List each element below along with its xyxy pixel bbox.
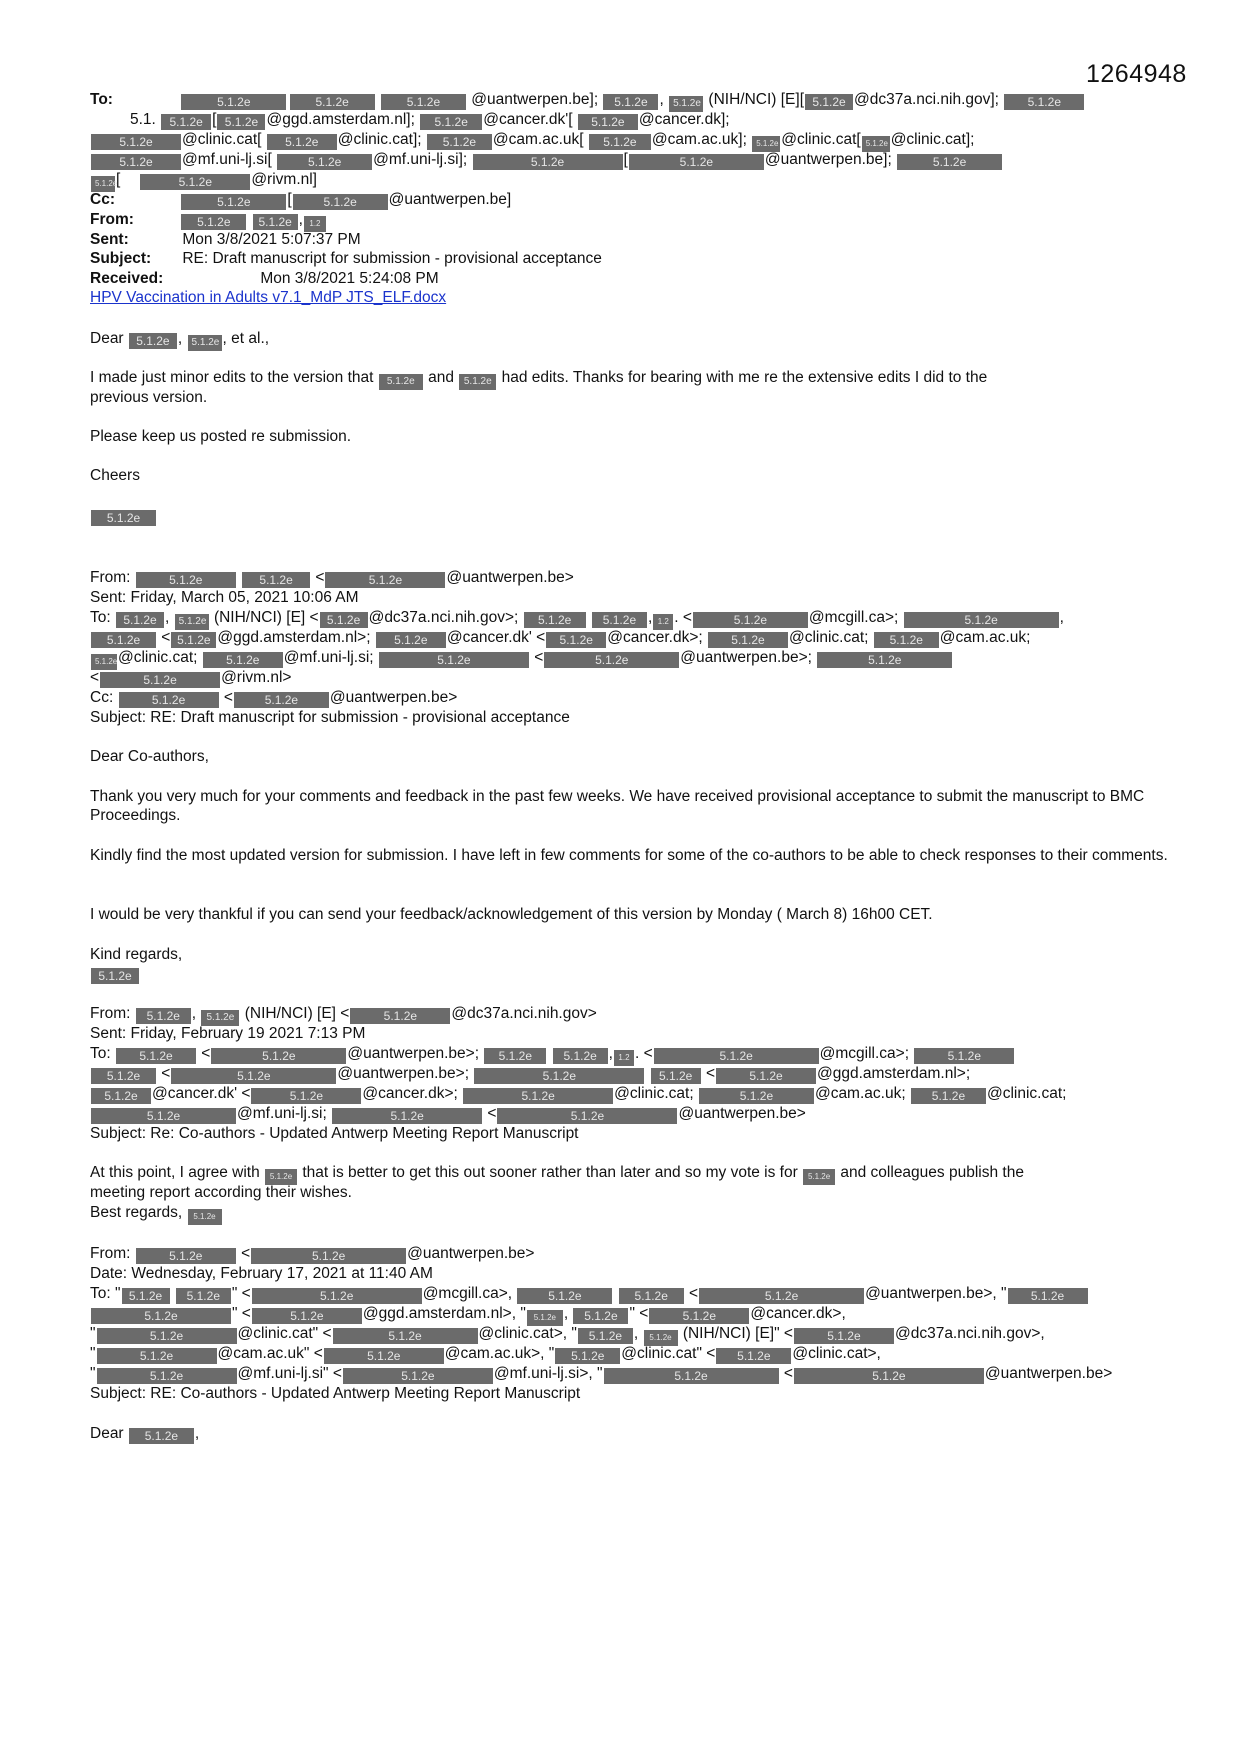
redaction: 5.1.2e — [188, 1209, 222, 1225]
email-domain: @clinic.cat]; — [337, 131, 422, 148]
email-domain: @cam.ac.uk[ — [492, 131, 584, 148]
redaction: 1.2 — [653, 614, 673, 630]
redaction: 5.1.2e — [277, 154, 372, 170]
redaction: 5.1.2e — [553, 1048, 608, 1064]
h4-to-line: To: " 5.1.2e 5.1.2e " < 5.1.2e @mcgill.ca>, 5.1.2e 5.1.2e < 5.1.2e @uantwerpen.be>, " 5.1.2e — [90, 1284, 1089, 1304]
redaction: 5.1.2e — [267, 134, 337, 150]
h4-to-line-3: " 5.1.2e @clinic.cat" < 5.1.2e @clinic.cat>, " 5.1.2e , 5.1.2e (NIH/NCI) [E]" < 5.1.2e @dc37a.nci.nih.gov>, — [90, 1324, 1045, 1346]
team-label: (NIH/NCI) [E] — [213, 609, 306, 626]
email-domain: @ggd.amsterdam.nl]; — [266, 111, 415, 128]
redaction: 5.1.2e — [116, 1048, 196, 1064]
redaction: 5.1.2e — [332, 1108, 482, 1124]
redaction: 5.1.2e — [911, 1088, 986, 1104]
redaction: 5.1.2e — [794, 1328, 894, 1344]
redaction: 5.1.2e — [473, 154, 623, 170]
e2-signature — [90, 964, 140, 984]
redaction: 5.1.2e — [484, 1048, 546, 1064]
email-domain: @clinic.cat]; — [890, 131, 975, 148]
redaction: 5.1.2e — [862, 136, 890, 152]
redaction: 5.1.2e — [97, 1348, 217, 1364]
e2-paragraph-3: I would be very thankful if you can send your feedback/acknowledgement of this version by Monday ( March 8) 16h00 CET. — [90, 906, 933, 923]
redaction: 5.1.2e — [381, 94, 466, 110]
redaction: 5.1.2e — [379, 652, 529, 668]
redaction: 1.2 — [614, 1050, 634, 1066]
redaction: 5.1.2e — [217, 114, 265, 130]
email-domain: @clinic.cat>, — [478, 1325, 568, 1342]
h1-to-line-4: 5.1.2e @mf.uni-lj.si[ 5.1.2e @mf.uni-lj.si]; 5.1.2e [ 5.1.2e @uantwerpen.be]; 5.1.2e — [90, 150, 1003, 170]
redaction: 5.1.2e — [201, 1010, 239, 1026]
h4-to-line-4: " 5.1.2e @cam.ac.uk" < 5.1.2e @cam.ac.uk>, " 5.1.2e @clinic.cat" < 5.1.2e @clinic.cat>, — [90, 1345, 881, 1363]
redaction: 5.1.2e — [463, 1088, 613, 1104]
email-domain: @clinic.cat" — [237, 1325, 319, 1342]
redaction: 5.1.2e — [242, 572, 310, 588]
redaction: 5.1.2e — [91, 176, 115, 192]
h1-sent-line — [90, 230, 361, 249]
email-domain: @mcgill.ca>; — [819, 1045, 910, 1062]
email-domain: @mf.uni-lj.si; — [283, 649, 374, 666]
redaction: 5.1.2e — [699, 1288, 864, 1304]
e2-paragraph-2: Kindly find the most updated version for submission. I have left in few comments for some of the co-authors to be able to check responses to their comments. — [90, 847, 1168, 864]
email-domain: @uantwerpen.be]; — [764, 151, 892, 168]
e2-closing: Kind regards, — [90, 946, 183, 963]
h2-from-line: From: 5.1.2e 5.1.2e < 5.1.2e @uantwerpen.be> — [90, 569, 574, 587]
redaction: 5.1.2e — [97, 1368, 237, 1384]
redaction: 5.1.2e — [544, 652, 679, 668]
h3-to-line: To: 5.1.2e < 5.1.2e @uantwerpen.be>; 5.1.2e 5.1.2e , 1.2 . < 5.1.2e @mcgill.ca>; 5.1.2e — [90, 1044, 1015, 1066]
email-domain: @mf.uni-lj.si]; — [373, 151, 468, 168]
e2-paragraph-1: Thank you very much for your comments and feedback in the past few weeks. We have received provisional acceptance to submit the manuscript to BMC Proceedings. — [90, 788, 1145, 824]
email-domain: @cam.ac.uk" — [217, 1345, 310, 1362]
to-label: To: — [90, 1045, 111, 1062]
e1-paragraph-1b — [90, 388, 207, 407]
redaction: 5.1.2e — [91, 1068, 156, 1084]
h1-to-line-2: 5.1. 5.1.2e [ 5.1.2e @ggd.amsterdam.nl]; 5.1.2e @cancer.dk'[ 5.1.2e @cancer.dk]; — [130, 111, 730, 129]
redaction: 5.1.2e — [459, 374, 496, 390]
e3-paragraph-1b: meeting report according their wishes. — [90, 1184, 352, 1201]
redaction: 5.1.2e — [333, 1328, 478, 1344]
redaction: 5.1.2e — [914, 1048, 1014, 1064]
redaction: 5.1.2e — [497, 1108, 677, 1124]
h4-to-line-5: " 5.1.2e @mf.uni-lj.si" < 5.1.2e @mf.uni-lj.si>, " 5.1.2e < 5.1.2e @uantwerpen.be> — [90, 1365, 1113, 1383]
redaction: 5.1.2e — [669, 96, 703, 112]
h2-cc-line: Cc: 5.1.2e < 5.1.2e @uantwerpen.be> — [90, 689, 458, 707]
h2-to-line-2: 5.1.2e < 5.1.2e @ggd.amsterdam.nl>; 5.1.2e @cancer.dk' < 5.1.2e @cancer.dk>; 5.1.2e @clinic.cat; 5.1.2e @cam.ac.uk; — [90, 628, 1030, 648]
subject-value: RE: Draft manuscript for submission - provisional acceptance — [182, 250, 602, 267]
email-domain: @mf.uni-lj.si" — [237, 1365, 329, 1382]
email-domain: @uantwerpen.be>; — [347, 1045, 480, 1062]
redaction: 5.1.2e — [1004, 94, 1084, 110]
to-label: To: — [90, 91, 113, 108]
from-label: From: — [90, 1005, 131, 1022]
h1-to-line: To: 5.1.2e 5.1.2e 5.1.2e @uantwerpen.be]; 5.1.2e , 5.1.2e (NIH/NCI) [E][ 5.1.2e @dc37a.nci.nih.gov]; 5.1.2e — [90, 90, 1085, 112]
redaction: 5.1.2e — [578, 114, 638, 130]
sent-value: Mon 3/8/2021 5:07:37 PM — [182, 231, 361, 248]
email-domain: @cancer.dk>; — [362, 1085, 458, 1102]
email-domain: @mcgill.ca>, — [422, 1285, 513, 1302]
email-domain: @dc37a.nci.nih.gov]; — [854, 91, 999, 108]
h3-to-line-4: 5.1.2e @mf.uni-lj.si; 5.1.2e < 5.1.2e @uantwerpen.be> — [90, 1104, 806, 1124]
dear-text: Dear — [90, 1425, 124, 1442]
redaction: 5.1.2e — [91, 154, 181, 170]
paragraph-text: and — [428, 369, 454, 386]
redaction: 5.1.2e — [181, 214, 246, 230]
from-label: From: — [90, 1245, 131, 1262]
redaction: 5.1.2e — [654, 1048, 819, 1064]
email-domain: @uantwerpen.be]; — [471, 91, 599, 108]
redaction: 5.1.2e — [91, 1088, 151, 1104]
redaction: 5.1.2e — [629, 154, 764, 170]
h3-subject-line: Subject: Re: Co-authors - Updated Antwerp Meeting Report Manuscript — [90, 1125, 579, 1142]
redaction: 5.1.2e — [171, 632, 216, 648]
h4-to-line-2: 5.1.2e " < 5.1.2e @ggd.amsterdam.nl>, " 5.1.2e , 5.1.2e " < 5.1.2e @cancer.dk>, — [90, 1304, 846, 1326]
email-domain: @cancer.dk' — [152, 1085, 238, 1102]
team-label: (NIH/NCI) [E] — [244, 1005, 336, 1022]
h3-to-line-3: 5.1.2e @cancer.dk' < 5.1.2e @cancer.dk>; 5.1.2e @clinic.cat; 5.1.2e @cam.ac.uk; 5.1.2e @clinic.cat; — [90, 1084, 1066, 1104]
paragraph-text: I made just minor edits to the version that — [90, 369, 374, 386]
h1-to-line-3 — [90, 130, 974, 152]
email-domain: @clinic.cat; — [614, 1085, 694, 1102]
redaction: 5.1.2e — [651, 1068, 701, 1084]
redaction: 5.1.2e — [644, 1330, 678, 1346]
redaction: 5.1.2e — [252, 1288, 422, 1304]
email-domain: @cancer.dk]; — [638, 111, 730, 128]
h4-date-line: Date: Wednesday, February 17, 2021 at 11:40 AM — [90, 1265, 433, 1282]
received-label: Received: — [90, 270, 164, 287]
redaction: 5.1.2e — [91, 510, 156, 526]
attachment-line — [90, 288, 446, 307]
e2-greeting: Dear Co-authors, — [90, 748, 209, 765]
redaction: 5.1.2e — [175, 614, 209, 630]
redaction: 5.1.2e — [253, 214, 298, 230]
redaction: 5.1.2e — [265, 1169, 297, 1185]
redaction: 5.1.2e — [91, 632, 156, 648]
redaction: 5.1.2e — [524, 612, 586, 628]
email-domain: @uantwerpen.be>; — [680, 649, 812, 666]
redaction: 5.1.2e — [97, 1328, 237, 1344]
h1-received-line — [90, 269, 439, 288]
h2-to-line-3: 5.1.2e@clinic.cat; 5.1.2e @mf.uni-lj.si; 5.1.2e < 5.1.2e @uantwerpen.be>; 5.1.2e — [90, 648, 953, 670]
h3-to-line-2: 5.1.2e < 5.1.2e @uantwerpen.be>; 5.1.2e 5.1.2e < 5.1.2e @ggd.amsterdam.nl>; — [90, 1064, 970, 1084]
redaction: 5.1.2e — [343, 1368, 493, 1384]
redaction: 5.1.2e — [604, 1368, 779, 1384]
e4-greeting: Dear 5.1.2e , — [90, 1425, 200, 1443]
e1-paragraph-1 — [90, 368, 987, 390]
email-domain: @uantwerpen.be] — [388, 191, 512, 208]
email-domain: @dc37a.nci.nih.gov>; — [368, 609, 519, 626]
received-value: Mon 3/8/2021 5:24:08 PM — [260, 270, 439, 287]
team-label: (NIH/NCI) [E] — [708, 91, 800, 108]
email-domain: @cancer.dk'[ — [483, 111, 573, 128]
h1-from-line: From: 5.1.2e 5.1.2e , 1.2 — [90, 210, 327, 232]
email-domain: @cam.ac.uk>, — [444, 1345, 545, 1362]
h1-subject-line — [90, 249, 602, 268]
e1-signature — [90, 506, 157, 526]
redaction: 1.2 — [304, 216, 326, 232]
redaction: 5.1.2e — [203, 652, 283, 668]
h2-to-line-4: < 5.1.2e @rivm.nl> — [90, 669, 292, 687]
redaction: 5.1.2e — [171, 1068, 336, 1084]
redaction: 5.1.2e — [136, 1248, 236, 1264]
email-domain: @cancer.dk>; — [607, 629, 703, 646]
email-domain: @clinic.cat>, — [792, 1345, 881, 1362]
email-domain: @clinic.cat; — [118, 649, 198, 666]
redaction: 5.1.2e — [100, 672, 220, 688]
redaction: 5.1.2e — [234, 692, 329, 708]
redaction: 5.1.2e — [252, 1308, 362, 1324]
redaction: 5.1.2e — [91, 1308, 231, 1324]
email-domain: @ggd.amsterdam.nl>, — [362, 1305, 517, 1322]
e3-paragraph-1 — [90, 1163, 1024, 1185]
redaction: 5.1.2e — [603, 94, 658, 110]
redaction: 5.1.2e — [708, 632, 788, 648]
email-domain: @uantwerpen.be> — [678, 1105, 806, 1122]
redaction: 5.1.2e — [379, 374, 423, 390]
email-domain: @cam.ac.uk; — [939, 629, 1031, 646]
h1-to-line-5: 5.1.2e[ 5.1.2e @rivm.nl] — [90, 170, 317, 192]
from-label: From: — [90, 569, 131, 586]
attachment-link[interactable]: HPV Vaccination in Adults v7.1_MdP JTS_ELF.docx — [90, 289, 447, 306]
redaction: 5.1.2e — [817, 652, 952, 668]
redaction: 5.1.2e — [716, 1068, 816, 1084]
email-domain: @rivm.nl] — [251, 171, 317, 188]
subject-label: Subject: — [90, 250, 152, 267]
redaction: 5.1.2e — [874, 632, 939, 648]
email-domain: @cam.ac.uk; — [814, 1085, 906, 1102]
redaction: 5.1.2e — [1008, 1288, 1088, 1304]
redaction: 5.1.2e — [181, 94, 286, 110]
redaction: 5.1.2e — [693, 612, 808, 628]
redaction: 5.1.2e — [129, 1428, 194, 1444]
email-domain: @cancer.dk' — [446, 629, 532, 646]
paragraph-text: At this point, I agree with — [90, 1164, 260, 1181]
partial-redaction: 5.1. — [130, 111, 156, 128]
email-domain: @mcgill.ca>; — [808, 609, 899, 626]
redaction: 5.1.2e — [752, 136, 780, 152]
redaction: 5.1.2e — [324, 1348, 444, 1364]
redaction: 5.1.2e — [91, 968, 139, 984]
redaction: 5.1.2e — [251, 1248, 406, 1264]
redaction: 5.1.2e — [897, 154, 1002, 170]
redaction: 5.1.2e — [805, 94, 853, 110]
redaction: 5.1.2e — [293, 194, 388, 210]
h2-sent-line: Sent: Friday, March 05, 2021 10:06 AM — [90, 589, 359, 606]
redaction: 5.1.2e — [794, 1368, 984, 1384]
cc-label: Cc: — [90, 191, 115, 208]
email-domain: @uantwerpen.be> — [446, 569, 574, 586]
e1-paragraph-2: Please keep us posted re submission. — [90, 428, 352, 445]
email-domain: @uantwerpen.be>; — [337, 1065, 470, 1082]
redaction: 5.1.2e — [325, 572, 445, 588]
email-domain: @ggd.amsterdam.nl>; — [817, 1065, 971, 1082]
h3-sent-line: Sent: Friday, February 19 2021 7:13 PM — [90, 1025, 366, 1042]
email-domain: @clinic.cat[ — [781, 131, 861, 148]
email-domain: @clinic.cat; — [986, 1085, 1067, 1102]
redaction: 5.1.2e — [140, 174, 250, 190]
redaction: 5.1.2e — [136, 1008, 191, 1024]
redaction: 5.1.2e — [904, 612, 1059, 628]
email-domain: @mf.uni-lj.si; — [237, 1105, 327, 1122]
h4-from-line: From: 5.1.2e < 5.1.2e @uantwerpen.be> — [90, 1245, 535, 1263]
paragraph-text: had edits. Thanks for bearing with me re the extensive edits I did to the — [501, 369, 988, 386]
email-domain: @rivm.nl> — [221, 669, 292, 686]
sent-label: Sent: — [90, 231, 129, 248]
redaction: 5.1.2e — [116, 612, 164, 628]
redaction: 5.1.2e — [91, 134, 181, 150]
redaction: 5.1.2e — [420, 114, 482, 130]
email-domain: @uantwerpen.be> — [329, 689, 458, 706]
redaction: 5.1.2e — [578, 1328, 633, 1344]
redaction: 5.1.2e — [251, 1088, 361, 1104]
redaction: 5.1.2e — [427, 134, 492, 150]
redaction: 5.1.2e — [129, 333, 177, 349]
redaction: 5.1.2e — [527, 1310, 563, 1326]
redaction: 5.1.2e — [803, 1169, 835, 1185]
dear-text: Dear — [90, 330, 124, 347]
redaction: 5.1.2e — [122, 1288, 170, 1304]
redaction: 5.1.2e — [176, 1288, 231, 1304]
cc-label: Cc: — [90, 689, 114, 706]
email-domain: @clinic.cat" — [621, 1345, 702, 1362]
paragraph-text: previous version. — [90, 389, 208, 406]
email-domain: @uantwerpen.be> — [984, 1365, 1113, 1382]
to-label: To: — [90, 1285, 111, 1302]
redaction: 5.1.2e — [136, 572, 236, 588]
redaction: 5.1.2e — [546, 632, 606, 648]
e3-closing — [90, 1203, 223, 1225]
redaction: 5.1.2e — [716, 1348, 791, 1364]
email-domain: @mf.uni-lj.si[ — [182, 151, 272, 168]
redaction: 5.1.2e — [320, 612, 368, 628]
email-domain: @mf.uni-lj.si>, — [493, 1365, 593, 1382]
redaction: 5.1.2e — [188, 335, 222, 351]
h4-subject-line: Subject: RE: Co-authors - Updated Antwerp Meeting Report Manuscript — [90, 1385, 581, 1402]
from-label: From: — [90, 211, 134, 228]
redaction: 5.1.2e — [592, 612, 647, 628]
redaction: 5.1.2e — [589, 134, 651, 150]
redaction: 5.1.2e — [119, 692, 219, 708]
team-label: (NIH/NCI) [E]" — [682, 1325, 780, 1342]
email-domain: @clinic.cat[ — [182, 131, 262, 148]
redaction: 5.1.2e — [649, 1308, 749, 1324]
redaction: 5.1.2e — [91, 1108, 236, 1124]
redaction: 5.1.2e — [555, 1348, 620, 1364]
email-domain: @uantwerpen.be> — [407, 1245, 535, 1262]
h2-to-line: To: 5.1.2e , 5.1.2e (NIH/NCI) [E] < 5.1.2e @dc37a.nci.nih.gov>; 5.1.2e 5.1.2e , 1.2 . < 5.1.2e @mcgill.ca>; 5.1.2e , — [90, 608, 1064, 630]
redaction: 5.1.2e — [211, 1048, 346, 1064]
redaction: 5.1.2e — [573, 1308, 628, 1324]
redaction: 5.1.2e — [350, 1008, 450, 1024]
redaction: 5.1.2e — [290, 94, 375, 110]
h3-from-line: From: 5.1.2e , 5.1.2e (NIH/NCI) [E] < 5.1.2e @dc37a.nci.nih.gov> — [90, 1004, 597, 1026]
email-domain: @dc37a.nci.nih.gov>, — [894, 1325, 1045, 1342]
email-domain: @dc37a.nci.nih.gov> — [451, 1005, 597, 1022]
email-domain: @cam.ac.uk]; — [651, 131, 747, 148]
e1-greeting: Dear 5.1.2e , 5.1.2e , et al., — [90, 329, 269, 351]
email-domain: @cancer.dk>, — [750, 1305, 846, 1322]
redaction: 5.1.2e — [619, 1288, 684, 1304]
email-domain: @clinic.cat; — [788, 629, 869, 646]
paragraph-text: that is better to get this out sooner rather than later and so my vote is for — [302, 1164, 798, 1181]
to-label: To: — [90, 609, 111, 626]
h2-subject-line: Subject: RE: Draft manuscript for submission - provisional acceptance — [90, 709, 570, 726]
h1-cc-line: Cc: 5.1.2e [ 5.1.2e @uantwerpen.be] — [90, 191, 512, 209]
redaction: 5.1.2e — [161, 114, 211, 130]
redaction: 5.1.2e — [699, 1088, 814, 1104]
redaction: 5.1.2e — [91, 654, 117, 670]
redaction: 5.1.2e — [474, 1068, 644, 1084]
closing-text: Best regards, — [90, 1204, 183, 1221]
e1-paragraph-3: Cheers — [90, 467, 140, 484]
email-domain: @uantwerpen.be>, — [865, 1285, 997, 1302]
paragraph-text: and colleagues publish the — [840, 1164, 1024, 1181]
document-id: 1264948 — [1086, 60, 1187, 88]
redaction: 5.1.2e — [376, 632, 446, 648]
et-al-text: , et al., — [222, 330, 270, 347]
redaction: 5.1.2e — [181, 194, 286, 210]
redaction: 5.1.2e — [517, 1288, 612, 1304]
email-domain: @ggd.amsterdam.nl>; — [217, 629, 371, 646]
